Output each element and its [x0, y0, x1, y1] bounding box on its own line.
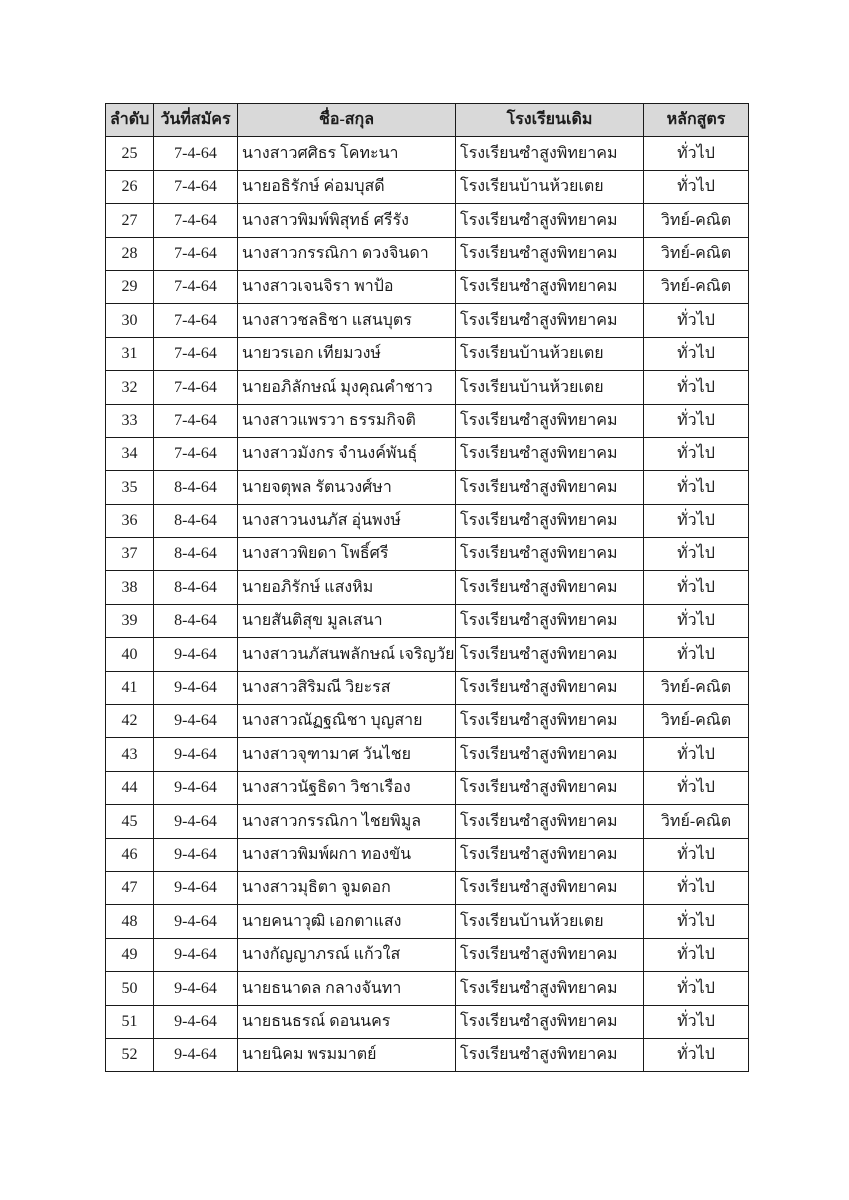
table-row: [106, 1005, 749, 1038]
cell-order: 46: [106, 838, 154, 871]
table-row: [106, 371, 749, 404]
cell-name: นางสาวนภัสนพลักษณ์ เจริญวัย: [238, 638, 456, 671]
cell-name: นางสาวณัฏฐณิชา บุญสาย: [238, 705, 456, 738]
cell-order: 25: [106, 137, 154, 170]
table-body: [106, 137, 749, 1072]
cell-order: 32: [106, 371, 154, 404]
cell-program: วิทย์-คณิต: [644, 805, 749, 838]
cell-order: 29: [106, 270, 154, 303]
cell-name: นางสาวจุฑามาศ วันไชย: [238, 738, 456, 771]
cell-name: นางสาวกรรณิกา ไชยพิมูล: [238, 805, 456, 838]
cell-program: ทั่วไป: [644, 538, 749, 571]
cell-school: โรงเรียนซำสูงพิทยาคม: [456, 404, 644, 437]
cell-date: 9-4-64: [154, 871, 238, 904]
cell-program: ทั่วไป: [644, 304, 749, 337]
column-header-school: โรงเรียนเดิม: [456, 104, 644, 137]
table-row: [106, 905, 749, 938]
cell-name: นายวรเอก เทียมวงษ์: [238, 337, 456, 370]
cell-name: นางสาวศศิธร โคทะนา: [238, 137, 456, 170]
cell-school: โรงเรียนซำสูงพิทยาคม: [456, 771, 644, 804]
cell-school: โรงเรียนบ้านห้วยเตย: [456, 337, 644, 370]
cell-date: 9-4-64: [154, 738, 238, 771]
cell-date: 7-4-64: [154, 337, 238, 370]
cell-name: นายธนธรณ์ ดอนนคร: [238, 1005, 456, 1038]
cell-name: นายอภิลักษณ์ มุงคุณคำชาว: [238, 371, 456, 404]
cell-order: 45: [106, 805, 154, 838]
cell-program: ทั่วไป: [644, 738, 749, 771]
cell-school: โรงเรียนบ้านห้วยเตย: [456, 371, 644, 404]
cell-order: 37: [106, 538, 154, 571]
column-header-order: ลำดับ: [106, 104, 154, 137]
cell-program: ทั่วไป: [644, 905, 749, 938]
cell-school: โรงเรียนซำสูงพิทยาคม: [456, 437, 644, 470]
cell-program: ทั่วไป: [644, 1005, 749, 1038]
cell-name: นายอภิรักษ์ แสงหิม: [238, 571, 456, 604]
cell-order: 31: [106, 337, 154, 370]
cell-date: 9-4-64: [154, 771, 238, 804]
cell-name: นายจตุพล รัตนวงศ์ษา: [238, 471, 456, 504]
cell-program: ทั่วไป: [644, 371, 749, 404]
cell-order: 43: [106, 738, 154, 771]
cell-name: นางสาวกรรณิกา ดวงจินดา: [238, 237, 456, 270]
cell-date: 8-4-64: [154, 471, 238, 504]
cell-name: นายคนาวุฒิ เอกตาแสง: [238, 905, 456, 938]
cell-school: โรงเรียนซำสูงพิทยาคม: [456, 1038, 644, 1071]
cell-order: 52: [106, 1038, 154, 1071]
table-row: [106, 938, 749, 971]
cell-school: โรงเรียนบ้านห้วยเตย: [456, 905, 644, 938]
cell-order: 30: [106, 304, 154, 337]
cell-date: 7-4-64: [154, 437, 238, 470]
table-row: [106, 437, 749, 470]
table-row: [106, 404, 749, 437]
cell-order: 26: [106, 170, 154, 203]
table-row: [106, 571, 749, 604]
applicants-table: [105, 103, 749, 1072]
cell-date: 7-4-64: [154, 270, 238, 303]
cell-school: โรงเรียนซำสูงพิทยาคม: [456, 805, 644, 838]
cell-school: โรงเรียนซำสูงพิทยาคม: [456, 304, 644, 337]
table-row: [106, 504, 749, 537]
cell-date: 7-4-64: [154, 404, 238, 437]
cell-program: ทั่วไป: [644, 1038, 749, 1071]
cell-name: นางสาวเจนจิรา พาป้อ: [238, 270, 456, 303]
table-row: [106, 805, 749, 838]
table-row: [106, 471, 749, 504]
cell-name: นางสาวมังกร จำนงค์พันธุ์: [238, 437, 456, 470]
cell-order: 47: [106, 871, 154, 904]
cell-order: 33: [106, 404, 154, 437]
cell-date: 9-4-64: [154, 805, 238, 838]
cell-school: โรงเรียนซำสูงพิทยาคม: [456, 871, 644, 904]
table-row: [106, 237, 749, 270]
table-row: [106, 270, 749, 303]
table-row: [106, 1038, 749, 1071]
cell-order: 27: [106, 204, 154, 237]
cell-date: 7-4-64: [154, 204, 238, 237]
cell-order: 39: [106, 604, 154, 637]
cell-program: วิทย์-คณิต: [644, 204, 749, 237]
cell-school: โรงเรียนซำสูงพิทยาคม: [456, 604, 644, 637]
cell-name: นางสาวนงนภัส อุ่นพงษ์: [238, 504, 456, 537]
header-row: [106, 104, 749, 137]
table-row: [106, 838, 749, 871]
cell-name: นายสันติสุข มูลเสนา: [238, 604, 456, 637]
cell-name: นางสาวสิริมณี วิยะรส: [238, 671, 456, 704]
table-row: [106, 170, 749, 203]
cell-school: โรงเรียนซำสูงพิทยาคม: [456, 504, 644, 537]
cell-date: 7-4-64: [154, 170, 238, 203]
column-header-program: หลักสูตร: [644, 104, 749, 137]
cell-name: นางกัญญาภรณ์ แก้วใส: [238, 938, 456, 971]
cell-program: ทั่วไป: [644, 571, 749, 604]
cell-school: โรงเรียนบ้านห้วยเตย: [456, 170, 644, 203]
table-row: [106, 337, 749, 370]
table-row: [106, 137, 749, 170]
table-row: [106, 671, 749, 704]
cell-school: โรงเรียนซำสูงพิทยาคม: [456, 137, 644, 170]
cell-school: โรงเรียนซำสูงพิทยาคม: [456, 938, 644, 971]
cell-order: 34: [106, 437, 154, 470]
cell-name: นางสาวพิมพ์ผกา ทองขัน: [238, 838, 456, 871]
cell-order: 38: [106, 571, 154, 604]
cell-school: โรงเรียนซำสูงพิทยาคม: [456, 471, 644, 504]
cell-order: 36: [106, 504, 154, 537]
cell-program: ทั่วไป: [644, 471, 749, 504]
cell-program: ทั่วไป: [644, 437, 749, 470]
table-row: [106, 638, 749, 671]
cell-program: ทั่วไป: [644, 871, 749, 904]
cell-name: นางสาวพิมพ์พิสุทธ์ ศรีรัง: [238, 204, 456, 237]
table-row: [106, 304, 749, 337]
cell-order: 49: [106, 938, 154, 971]
cell-program: วิทย์-คณิต: [644, 671, 749, 704]
cell-program: ทั่วไป: [644, 938, 749, 971]
cell-program: ทั่วไป: [644, 504, 749, 537]
cell-program: ทั่วไป: [644, 404, 749, 437]
cell-date: 7-4-64: [154, 304, 238, 337]
column-header-date: วันที่สมัคร: [154, 104, 238, 137]
cell-order: 41: [106, 671, 154, 704]
cell-date: 8-4-64: [154, 571, 238, 604]
cell-order: 51: [106, 1005, 154, 1038]
cell-date: 7-4-64: [154, 371, 238, 404]
cell-order: 44: [106, 771, 154, 804]
cell-order: 35: [106, 471, 154, 504]
cell-name: นางสาวชลธิชา แสนบุตร: [238, 304, 456, 337]
table-row: [106, 738, 749, 771]
cell-name: นางสาวมุธิตา จูมดอก: [238, 871, 456, 904]
column-header-name: ชื่อ-สกุล: [238, 104, 456, 137]
cell-school: โรงเรียนซำสูงพิทยาคม: [456, 270, 644, 303]
cell-date: 9-4-64: [154, 838, 238, 871]
cell-order: 40: [106, 638, 154, 671]
cell-date: 8-4-64: [154, 538, 238, 571]
cell-program: ทั่วไป: [644, 137, 749, 170]
table-row: [106, 538, 749, 571]
cell-date: 9-4-64: [154, 972, 238, 1005]
cell-school: โรงเรียนซำสูงพิทยาคม: [456, 972, 644, 1005]
cell-order: 48: [106, 905, 154, 938]
cell-program: วิทย์-คณิต: [644, 237, 749, 270]
cell-date: 9-4-64: [154, 671, 238, 704]
cell-name: นายธนาดล กลางจันทา: [238, 972, 456, 1005]
cell-date: 7-4-64: [154, 137, 238, 170]
cell-school: โรงเรียนซำสูงพิทยาคม: [456, 638, 644, 671]
table-row: [106, 204, 749, 237]
cell-date: 8-4-64: [154, 504, 238, 537]
table-row: [106, 871, 749, 904]
cell-program: วิทย์-คณิต: [644, 270, 749, 303]
table-row: [106, 705, 749, 738]
cell-school: โรงเรียนซำสูงพิทยาคม: [456, 204, 644, 237]
cell-name: นางสาวนัฐธิดา วิชาเรือง: [238, 771, 456, 804]
cell-date: 7-4-64: [154, 237, 238, 270]
cell-school: โรงเรียนซำสูงพิทยาคม: [456, 738, 644, 771]
cell-program: ทั่วไป: [644, 337, 749, 370]
cell-name: นางสาวพิยดา โพธิ์ศรี: [238, 538, 456, 571]
cell-program: ทั่วไป: [644, 838, 749, 871]
cell-date: 8-4-64: [154, 604, 238, 637]
cell-school: โรงเรียนซำสูงพิทยาคม: [456, 237, 644, 270]
cell-school: โรงเรียนซำสูงพิทยาคม: [456, 1005, 644, 1038]
cell-date: 9-4-64: [154, 938, 238, 971]
cell-order: 42: [106, 705, 154, 738]
cell-date: 9-4-64: [154, 905, 238, 938]
table-row: [106, 771, 749, 804]
cell-date: 9-4-64: [154, 638, 238, 671]
cell-order: 28: [106, 237, 154, 270]
cell-school: โรงเรียนซำสูงพิทยาคม: [456, 705, 644, 738]
cell-program: ทั่วไป: [644, 638, 749, 671]
cell-program: ทั่วไป: [644, 170, 749, 203]
cell-name: นางสาวแพรวา ธรรมกิจติ: [238, 404, 456, 437]
cell-school: โรงเรียนซำสูงพิทยาคม: [456, 838, 644, 871]
cell-program: ทั่วไป: [644, 771, 749, 804]
cell-school: โรงเรียนซำสูงพิทยาคม: [456, 538, 644, 571]
cell-program: ทั่วไป: [644, 604, 749, 637]
table-row: [106, 972, 749, 1005]
cell-program: วิทย์-คณิต: [644, 705, 749, 738]
cell-date: 9-4-64: [154, 705, 238, 738]
cell-name: นายนิคม พรมมาตย์: [238, 1038, 456, 1071]
table-header: [106, 104, 749, 137]
cell-date: 9-4-64: [154, 1005, 238, 1038]
cell-name: นายอธิรักษ์ ค่อมบุสดี: [238, 170, 456, 203]
cell-date: 9-4-64: [154, 1038, 238, 1071]
cell-school: โรงเรียนซำสูงพิทยาคม: [456, 571, 644, 604]
table-row: [106, 604, 749, 637]
cell-order: 50: [106, 972, 154, 1005]
cell-school: โรงเรียนซำสูงพิทยาคม: [456, 671, 644, 704]
cell-program: ทั่วไป: [644, 972, 749, 1005]
